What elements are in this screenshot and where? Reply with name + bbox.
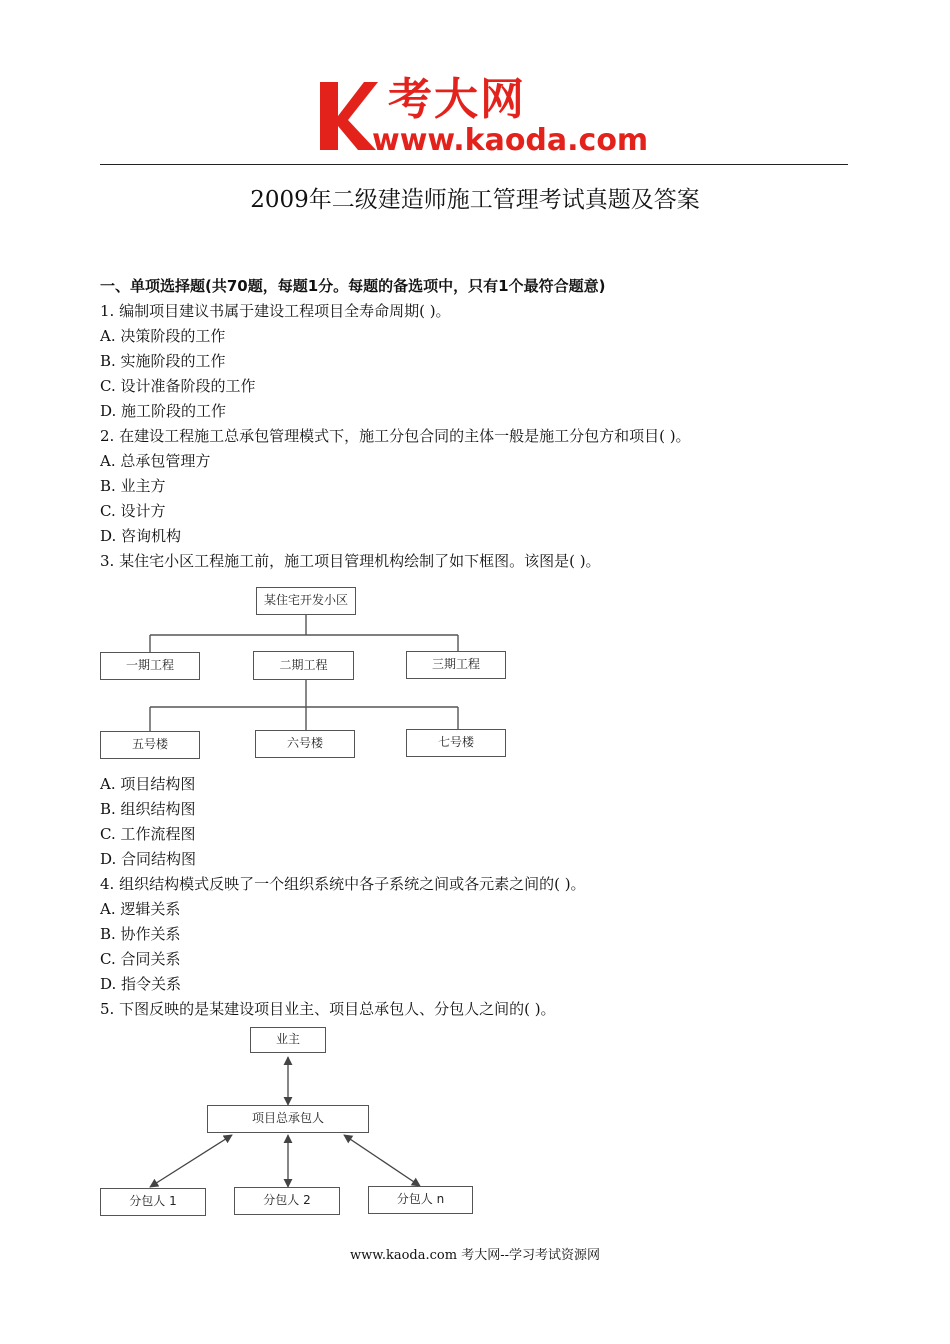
k-logo-icon (318, 78, 378, 154)
logo-chinese-name: 考大网 (388, 74, 526, 125)
question-stem: 3. 某住宅小区工程施工前，施工项目管理机构绘制了如下框图。该图是( )。 (100, 552, 601, 570)
diagram-node-phase: 一期工程 (100, 652, 200, 680)
question-stem: 4. 组织结构模式反映了一个组织系统中各子系统之间或各元素之间的( )。 (100, 875, 586, 893)
option: C. 合同关系 (100, 950, 181, 968)
project-structure-diagram (100, 585, 510, 760)
option: B. 业主方 (100, 477, 166, 495)
option: D. 合同结构图 (100, 850, 197, 868)
diagram-node-building: 七号楼 (406, 729, 506, 757)
section-heading: 一、单项选择题(共70题，每题1分。每题的备选项中，只有1个最符合题意) (100, 277, 606, 295)
option: D. 施工阶段的工作 (100, 402, 227, 420)
option: A. 总承包管理方 (100, 452, 211, 470)
option: B. 协作关系 (100, 925, 181, 943)
header-divider (100, 164, 848, 165)
option: B. 组织结构图 (100, 800, 196, 818)
diagram-node-subcontractor: 分包人 1 (100, 1188, 206, 1216)
diagram-node-general-contractor: 项目总承包人 (207, 1105, 369, 1133)
option: D. 咨询机构 (100, 527, 182, 545)
diagram-node-building: 六号楼 (255, 730, 355, 758)
contract-relationship-diagram (100, 1025, 480, 1220)
option: A. 逻辑关系 (100, 900, 181, 918)
diagram-node-subcontractor: 分包人 2 (234, 1187, 340, 1215)
question-stem: 1. 编制项目建议书属于建设工程项目全寿命周期( )。 (100, 302, 451, 320)
page-footer: www.kaoda.com 考大网--学习考试资源网 (350, 1248, 600, 1263)
document-title: 2009年二级建造师施工管理考试真题及答案 (250, 187, 700, 213)
question-stem: 2. 在建设工程施工总承包管理模式下，施工分包合同的主体一般是施工分包方和项目( )。 (100, 427, 691, 445)
diagram-node-subcontractor: 分包人 n (368, 1186, 473, 1214)
diagram-node-phase: 三期工程 (406, 651, 506, 679)
option: A. 项目结构图 (100, 775, 196, 793)
option: B. 实施阶段的工作 (100, 352, 226, 370)
kaoda-logo (318, 72, 648, 162)
logo-url: www.kaoda.com (372, 123, 649, 158)
option: C. 设计准备阶段的工作 (100, 377, 256, 395)
diagram-node-phase: 二期工程 (253, 651, 354, 680)
diagram-node-building: 五号楼 (100, 731, 200, 759)
option: C. 工作流程图 (100, 825, 196, 843)
question-stem: 5. 下图反映的是某建设项目业主、项目总承包人、分包人之间的( )。 (100, 1000, 556, 1018)
option: D. 指令关系 (100, 975, 182, 993)
diagram-node-root: 某住宅开发小区 (256, 587, 356, 615)
option: C. 设计方 (100, 502, 166, 520)
option: A. 决策阶段的工作 (100, 327, 226, 345)
diagram-node-owner: 业主 (250, 1027, 326, 1053)
